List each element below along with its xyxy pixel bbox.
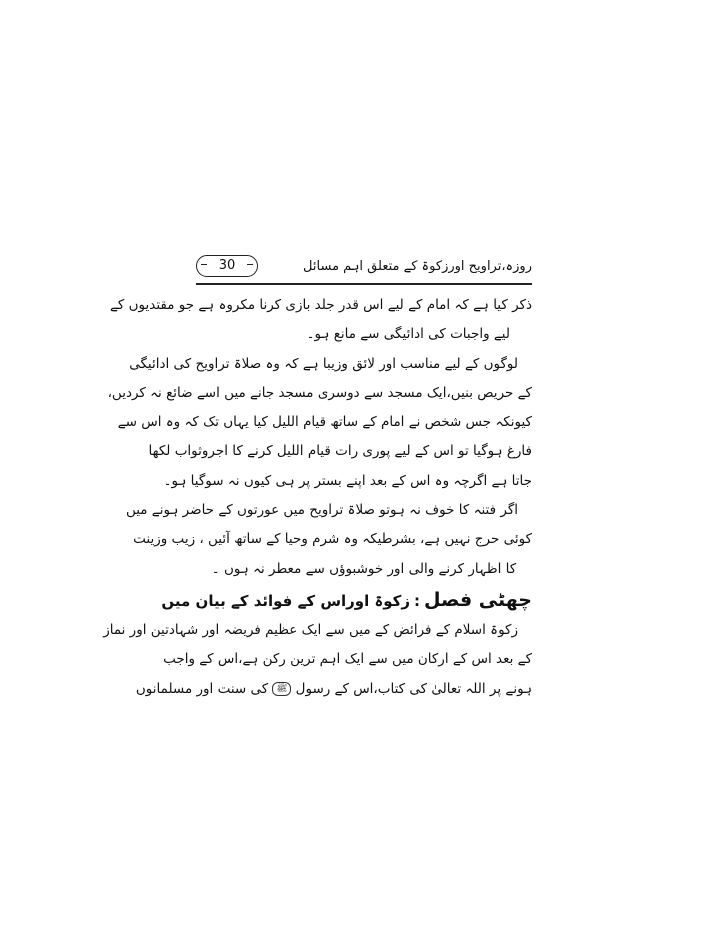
running-header — [196, 255, 532, 283]
section-label: چھٹی فصل — [424, 588, 532, 611]
text-line: کے بعد اس کے ارکان میں سے ایک اہم ترین رکن ہے،اس کے واجب — [163, 651, 532, 668]
section-title: زکوۃ اوراس کے فوائد کے بیان میں — [161, 591, 411, 610]
text-line: ذکر کیا ہے کہ امام کے لیے اس قدر جلد بازی کرنا مکروہ ہے جو مقتدیوں کے — [109, 297, 532, 313]
running-title: روزہ،تراویح اورزکوۃ کے متعلق اہم مسائل — [303, 259, 532, 274]
text-fragment: کی سنت اور مسلمانوں — [135, 680, 269, 697]
text-line: زکوۃ اسلام کے فرائض کے میں سے ایک عظیم فریضہ اور شہادتین اور نماز — [103, 621, 518, 638]
page-number: 30 — [196, 255, 258, 277]
section-heading — [161, 584, 532, 616]
text-line: اگر فتنہ کا خوف نہ ہوتو صلاۃ تراویح میں عورتوں کے حاضر ہونے میں — [125, 502, 518, 519]
text-line: کا اظہار کرنے والی اور خوشبوؤں سے معطر نہ ہوں ۔ — [211, 560, 517, 577]
text-line-with-honorific — [135, 675, 532, 704]
text-line: کے حریص بنیں،ایک مسجد سے دوسری مسجد جانے میں اسے ضائع نہ کردیں، — [107, 384, 532, 401]
text-line: لیے واجبات کی ادائیگی سے مانع ہو۔ — [306, 326, 510, 343]
text-line: جاتا ہے اگرچہ وہ اس کے بعد اپنے بستر پر ہی کیوں نہ سوگیا ہو۔ — [163, 472, 532, 489]
text-line: لوگوں کے لیے مناسب اور لائق وزیبا ہے کہ وہ صلاۃ تراویح کی ادائیگی — [129, 355, 518, 372]
text-line: فارغ ہوگیا تو اس کے لیے پوری رات قیام اللیل کرنے کا اجروثواب لکھا — [148, 443, 532, 460]
text-fragment: ہونے پر اللہ تعالیٰ کی کتاب،اس کے رسول — [295, 680, 532, 697]
text-line: کوئی حرج نہیں ہے، بشرطیکہ وہ شرم وحیا کے ساتھ آئیں ، زیب وزینت — [133, 531, 532, 548]
header-rule — [196, 283, 532, 285]
heading-colon: : — [414, 591, 421, 610]
honorific-symbol: ﷺ — [272, 682, 291, 696]
body-text — [103, 291, 532, 704]
text-line: کیونکہ جس شخص نے امام کے ساتھ قیام اللیل کیا یہاں تک کہ وہ اس سے — [117, 414, 532, 431]
